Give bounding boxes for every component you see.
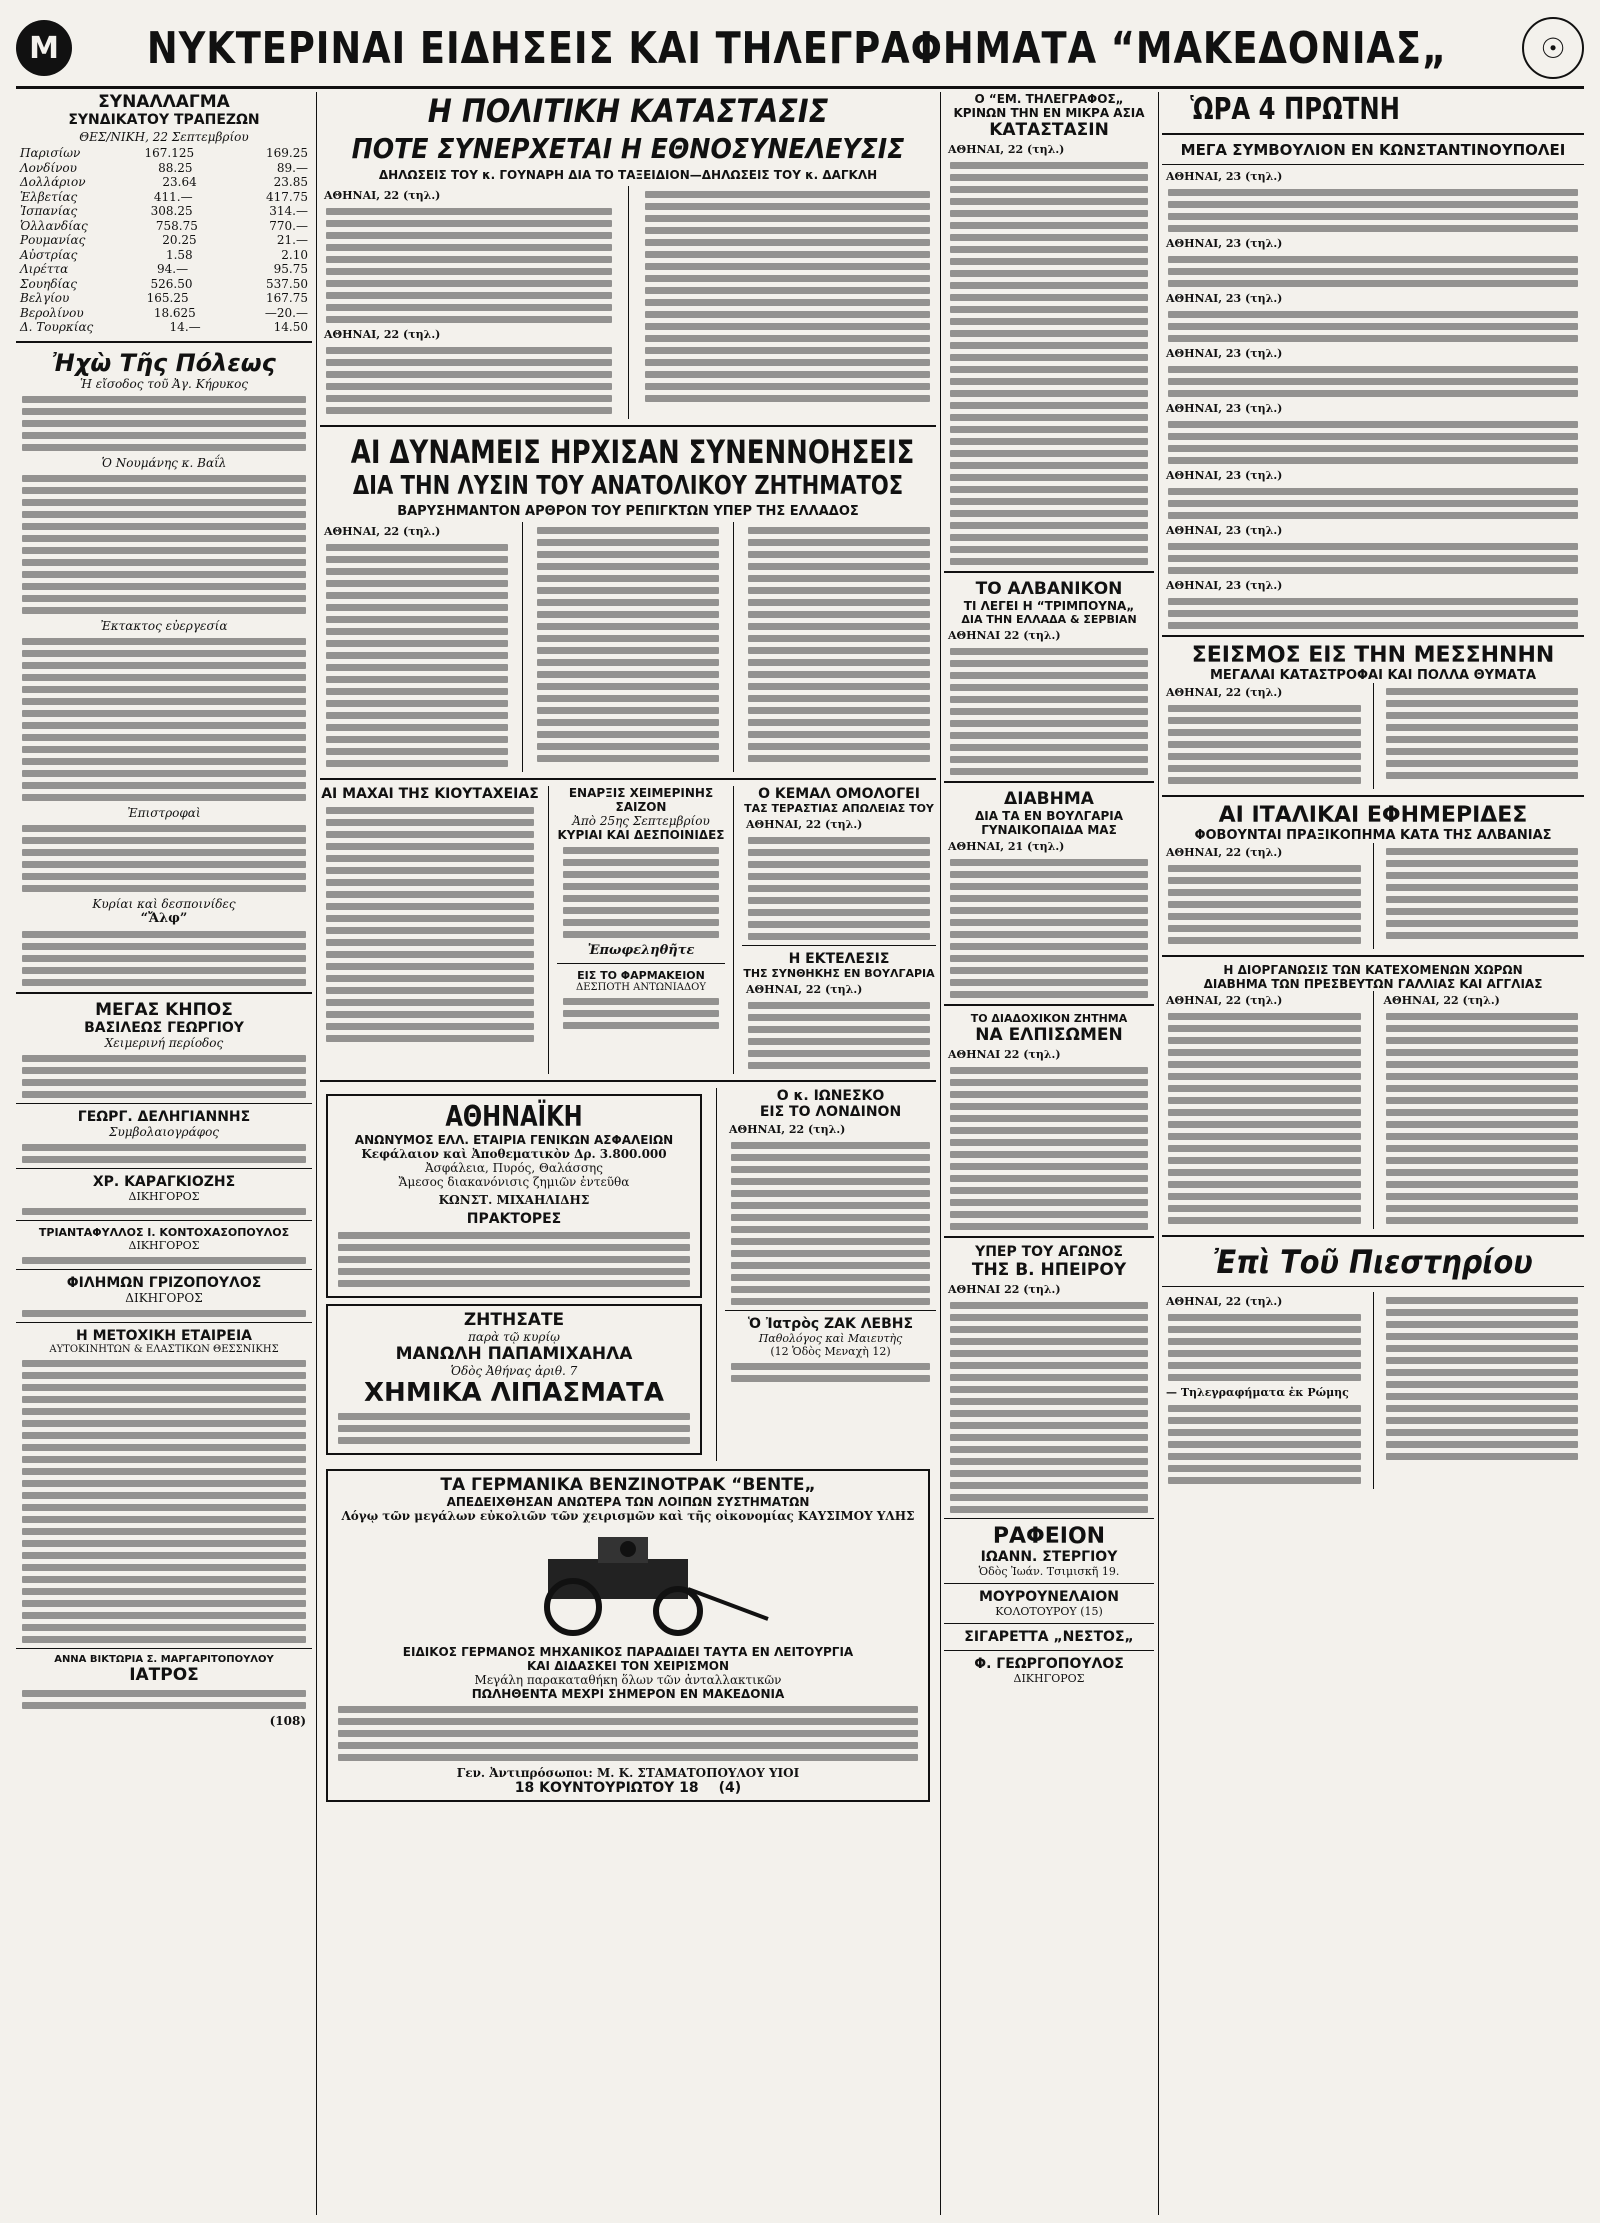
dispatch-item xyxy=(1162,170,1584,232)
occupied-title: Η ΔΙΟΡΓΑΝΩΣΙΣ ΤΩΝ ΚΑΤΕΧΟΜΕΝΩΝ ΧΩΡΩΝ xyxy=(1223,963,1523,977)
article-text xyxy=(950,859,1148,998)
dispatch-lead: ΑΘΗΝΑΙ, 22 (τηλ.) xyxy=(1383,994,1500,1007)
buy-rate: 1.58 xyxy=(165,247,193,262)
lawyer-title: ΔΙΚΗΓΟΡΟΣ xyxy=(125,1290,203,1305)
ad-text xyxy=(22,1690,306,1709)
currency-name: Δ. Τουρκίας xyxy=(20,320,94,334)
fertilizer-ask: ΖΗΤΗΣΑΤΕ xyxy=(463,1310,565,1330)
garden-title: ΜΕΓΑΣ ΚΗΠΟΣ xyxy=(95,999,233,1020)
left-column xyxy=(16,92,312,2215)
italian-title: ΑΙ ΙΤΑΛΙΚΑΙ ΕΦΗΜΕΡΙΔΕΣ xyxy=(1218,803,1528,828)
exchange-title: ΣΥΝΑΛΛΑΓΜΑ xyxy=(98,92,230,112)
sell-rate: —20.— xyxy=(264,305,308,320)
ad-number: (108) xyxy=(269,1713,306,1728)
buy-rate: 167.125 xyxy=(144,146,195,160)
garden-subtitle: ΒΑΣΙΛΕΩΣ ΓΕΩΡΓΙΟΥ xyxy=(84,1019,244,1036)
dispatch-item xyxy=(1162,292,1584,342)
echo-head: Ἡ εἴσοδος τοῦ Ἀγ. Κήρυκος xyxy=(79,376,249,391)
kemal-subtitle: ΤΑΣ ΤΕΡΑΣΤΙΑΣ ΑΠΩΛΕΙΑΣ ΤΟΥ xyxy=(744,802,934,815)
cod-oil-title: ΜΟΥΡΟΥΝΕΛΑΙΟΝ xyxy=(978,1589,1120,1605)
theatre-sub2: ΚΑΤΑΣΤΑΣΙΝ xyxy=(989,120,1109,140)
center-column xyxy=(320,92,936,2215)
succession-title: ΤΟ ΔΙΑΔΟΧΙΚΟΝ ΖΗΤΗΜΑ xyxy=(970,1012,1128,1025)
buy-rate: 165.25 xyxy=(146,291,189,305)
fertilizer-ad xyxy=(326,1304,702,1455)
insurance-agent: ΚΩΝΣΤ. ΜΙΧΑΗΛΙΔΗΣ xyxy=(438,1193,590,1207)
article-text xyxy=(1168,366,1578,397)
exchange-row xyxy=(16,248,312,263)
insurance-ad xyxy=(326,1094,702,1298)
fertilizer-product: ΧΗΜΙΚΑ ΛΙΠΑΣΜΑΤΑ xyxy=(364,1378,664,1408)
buy-rate: 526.50 xyxy=(150,276,193,291)
ad-text xyxy=(731,1363,930,1382)
sell-rate: 89.— xyxy=(276,160,308,175)
article-text xyxy=(950,162,1148,565)
politics-subtitle: ΠΟΤΕ ΣΥΝΕΡΧΕΤΑΙ Η ΕΘΝΟΣΥΝΕΛΕΥΣΙΣ xyxy=(351,132,905,165)
powers-subtitle: ΔΙΑ ΤΗΝ ΛΥΣΙΝ ΤΟΥ ΑΝΑΤΟΛΙΚΟΥ ΖΗΤΗΜΑΤΟΣ xyxy=(352,471,904,501)
doctor-title: ΙΑΤΡΟΣ xyxy=(129,1664,199,1685)
buy-rate: 23.64 xyxy=(162,175,197,189)
dispatch-lead: ΑΘΗΝΑΙ, 23 (τηλ.) xyxy=(1166,469,1283,482)
dispatch-lead: ΑΘΗΝΑΙ 22 (τηλ.) xyxy=(948,1048,1061,1061)
albanian-title: ΤΟ ΑΛΒΑΝΙΚΟΝ xyxy=(975,579,1123,599)
sell-rate: 314.— xyxy=(269,204,308,218)
winter-sub: ΚΥΡΙΑΙ ΚΑΙ ΔΕΣΠΟΙΝΙΔΕΣ xyxy=(557,828,725,842)
sell-rate: 537.50 xyxy=(265,276,308,291)
echo-quote: “Ἄλφ” xyxy=(140,910,188,926)
article-text xyxy=(950,648,1148,775)
article-text xyxy=(1386,688,1579,779)
buy-rate: 14.— xyxy=(169,320,201,334)
article-text xyxy=(1386,848,1579,939)
tractor-title: ΤΑ ΓΕΡΜΑΝΙΚΑ ΒΕΝΖΙΝΟΤΡΑΚ “ΒΕΝΤΕ„ xyxy=(440,1475,816,1495)
ad-text xyxy=(22,1257,306,1264)
exchange-row xyxy=(16,204,312,219)
ionesko-subtitle: ΕΙΣ ΤΟ ΛΟΝΔΙΝΟΝ xyxy=(759,1104,902,1120)
tractor-address: 18 ΚΟΥΝΤΟΥΡΙΩΤΟΥ 18 xyxy=(514,1780,699,1796)
tractor-line: Λόγῳ τῶν μεγάλων εὐκολιῶν τῶν χειρισμῶν καὶ τῆς οἰκονομίας ΚΑΥΣΙΜΟΥ ΥΛΗΣ xyxy=(341,1509,915,1523)
article-text xyxy=(537,527,719,762)
insurance-capital: Κεφάλαιον καὶ Ἀποθεματικὸν Δρ. 3.800.000 xyxy=(361,1147,667,1161)
buy-rate: 411.— xyxy=(153,189,193,204)
albanian-sub1: ΤΙ ΛΕΓΕΙ Η “ΤΡΙΜΠΟΥΝΑ„ xyxy=(963,599,1135,613)
dispatch-lead: ΑΘΗΝΑΙ, 21 (τηλ.) xyxy=(948,840,1065,853)
article-text xyxy=(22,396,306,451)
cigarette-title: ΣΙΓΑΡΕΤΤΑ „ΝΕΣΤΟΣ„ xyxy=(964,1629,1134,1645)
buy-rate: 758.75 xyxy=(155,218,198,233)
kemal-title: Ο ΚΕΜΑΛ ΟΜΟΛΟΓΕΙ xyxy=(758,786,920,802)
execution-title: Η ΕΚΤΕΛΕΣΙΣ xyxy=(788,951,890,967)
currency-name: Ἑλβετίας xyxy=(20,189,78,204)
newspaper-logo-icon: Μ xyxy=(16,20,72,76)
diavima-title: ΔΙΑΒΗΜΑ xyxy=(1004,789,1094,809)
doctor2-title: Ὁ Ἰατρὸς ΖΑΚ ΛΕΒΗΣ xyxy=(747,1316,914,1332)
lawyer-title: Συμβολαιογράφος xyxy=(108,1124,220,1139)
currency-name: Δολλάριον xyxy=(20,175,86,189)
article-text xyxy=(326,544,508,767)
currency-name: Αὐστρίας xyxy=(20,247,78,262)
dispatch-lead: ΑΘΗΝΑΙ, 23 (τηλ.) xyxy=(1166,524,1283,537)
tractor-subtitle: ΑΠΕΔΕΙΧΘΗΣΑΝ ΑΝΩΤΕΡΑ ΤΩΝ ΛΟΙΠΩΝ ΣΥΣΤΗΜΑΤΩΝ xyxy=(446,1495,810,1509)
lawyer-name: ΤΡΙΑΝΤΑΦΥΛΛΟΣ Ι. ΚΟΝΤΟΧΑΣΟΠΟΥΛΟΣ xyxy=(38,1225,290,1239)
lawyer-name: ΧΡ. ΚΑΡΑΓΚΙΟΖΗΣ xyxy=(92,1173,236,1190)
lawyer-name: ΓΕΩΡΓ. ΔΕΛΗΓΙΑΝΝΗΣ xyxy=(77,1108,251,1125)
execution-subtitle: ΤΗΣ ΣΥΝΘΗΚΗΣ ΕΝ ΒΟΥΛΓΑΡΙΑ xyxy=(743,967,935,980)
echo-head: Ἐπιστροφαὶ xyxy=(127,805,201,820)
exchange-row xyxy=(16,320,312,335)
article-text xyxy=(326,807,534,1042)
sell-rate: 167.75 xyxy=(265,291,308,305)
ad-text xyxy=(563,998,719,1029)
ad-text xyxy=(22,1310,306,1317)
epirus-subtitle: ΤΗΣ Β. ΗΠΕΙΡΟΥ xyxy=(971,1260,1127,1280)
tractor-agent: Γεν. Ἀντιπρόσωποι: Μ. Κ. ΣΤΑΜΑΤΟΠΟΥΛΟΥ ΥΙΟΙ xyxy=(456,1766,800,1780)
fertilizer-name: ΜΑΝΩΛΗ ΠΑΠΑΜΙΧΑΗΛΑ xyxy=(395,1344,633,1364)
article-text xyxy=(748,837,930,940)
echo-head: Κυρίαι καὶ δεσποινίδες xyxy=(92,896,236,911)
dispatch-lead: ΑΘΗΝΑΙ, 22 (τηλ.) xyxy=(1166,846,1283,859)
sell-rate: 417.75 xyxy=(266,189,308,204)
article-text xyxy=(950,1302,1148,1513)
lawyer-name: Φ. ΓΕΩΡΓΟΠΟΥΛΟΣ xyxy=(974,1656,1124,1672)
currency-name: Λιρέττα xyxy=(20,262,69,276)
sell-rate: 21.— xyxy=(276,233,308,247)
exchange-row xyxy=(16,306,312,321)
echo-head: Ἐκτακτος εὐεργεσία xyxy=(100,618,228,633)
exchange-row xyxy=(16,262,312,277)
lawyer-title: ΔΙΚΗΓΟΡΟΣ xyxy=(1013,1672,1085,1685)
albanian-sub2: ΔΙΑ ΤΗΝ ΕΛΛΑΔΑ & ΣΕΡΒΙΑΝ xyxy=(961,613,1137,626)
dispatch-list xyxy=(1162,170,1584,629)
winter-date: Ἀπὸ 25ης Σεπτεμβρίου xyxy=(572,814,710,828)
fertilizer-address: Ὁδὸς Ἀθήνας ἀριθ. 7 xyxy=(450,1364,578,1378)
buy-rate: 18.625 xyxy=(153,305,196,320)
currency-name: Παρισίων xyxy=(20,146,81,160)
article-text xyxy=(1168,543,1578,574)
exchange-row xyxy=(16,190,312,205)
article-text xyxy=(1168,1013,1361,1224)
article-text xyxy=(1168,189,1578,232)
echo-title: Ἠχὼ Τῆς Πόλεως xyxy=(52,348,276,377)
politics-title: Η ΠΟΛΙΤΙΚΗ ΚΑΤΑΣΤΑΣΙΣ xyxy=(427,92,829,130)
quake-subtitle: ΜΕΓΑΛΑΙ ΚΑΤΑΣΤΡΟΦΑΙ ΚΑΙ ΠΟΛΛΑ ΘΥΜΑΤΑ xyxy=(1209,668,1537,683)
currency-name: Βελγίου xyxy=(20,291,70,305)
italian-subtitle: ΦΟΒΟΥΝΤΑΙ ΠΡΑΞΙΚΟΠΗΜΑ ΚΑΤΑ ΤΗΣ ΑΛΒΑΝΙΑΣ xyxy=(1194,828,1552,843)
tractor-s2: ΚΑΙ ΔΙΔΑΣΚΕΙ ΤΟΝ ΧΕΙΡΙΣΜΟΝ xyxy=(526,1659,730,1673)
kiutahia-title: ΑΙ ΜΑΧΑΙ ΤΗΣ ΚΙΟΥΤΑΧΕΙΑΣ xyxy=(321,786,539,802)
diavima-sub1: ΔΙΑ ΤΑ ΕΝ ΒΟΥΛΓΑΡΙΑ xyxy=(974,809,1124,823)
ad-text xyxy=(338,1413,690,1444)
article-text xyxy=(1168,488,1578,519)
occupied-subtitle: ΔΙΑΒΗΜΑ ΤΩΝ ΠΡΕΣΒΕΥΤΩΝ ΓΑΛΛΙΑΣ ΚΑΙ ΑΓΓΛΙΑΣ xyxy=(1203,977,1543,991)
article-text xyxy=(1168,865,1361,944)
powers-title: ΑΙ ΔΥΝΑΜΕΙΣ ΗΡΧΙΣΑΝ ΣΥΝΕΝΝΟΗΣΕΙΣ xyxy=(350,433,915,471)
article-text xyxy=(1168,1405,1361,1484)
lawyer-name: ΦΙΛΗΜΩΝ ΓΡΙΖΟΠΟΥΛΟΣ xyxy=(66,1274,262,1291)
dispatch-lead: — Τηλεγραφήματα ἐκ Ρώμης xyxy=(1166,1386,1349,1399)
buy-rate: 88.25 xyxy=(158,160,193,175)
article-text xyxy=(1386,1013,1579,1224)
dispatch-item xyxy=(1162,402,1584,464)
dispatch-item xyxy=(1162,469,1584,519)
article-text xyxy=(326,347,612,414)
article-text xyxy=(1168,1314,1361,1381)
tailor-name: ΙΩΑΝΝ. ΣΤΕΡΓΙΟΥ xyxy=(980,1549,1118,1565)
quake-title: ΣΕΙΣΜΟΣ ΕΙΣ ΤΗΝ ΜΕΣΣΗΝΗΝ xyxy=(1191,643,1555,668)
press-title: Ἐπὶ Τοῦ Πιεστηρίου xyxy=(1213,1243,1533,1281)
tractor-ad xyxy=(326,1469,930,1802)
sell-rate: 23.85 xyxy=(273,175,308,189)
lawyer-title: ΔΙΚΗΓΟΡΟΣ xyxy=(128,1189,200,1203)
currency-name: Ὁλλανδίας xyxy=(20,218,88,233)
column-rule xyxy=(940,92,941,2215)
tractor-s1: ΕΙΔΙΚΟΣ ΓΕΡΜΑΝΟΣ ΜΗΧΑΝΙΚΟΣ ΠΑΡΑΔΙΔΕΙ ΤΑΥΤΑ ΕΝ ΛΕΙΤΟΥΡΓΙΑ xyxy=(402,1645,854,1659)
dispatch-lead: ΑΘΗΝΑΙ, 22 (τηλ.) xyxy=(1166,686,1283,699)
right-column xyxy=(1162,92,1584,2215)
currency-name: Ἰσπανίας xyxy=(20,204,78,218)
article-text xyxy=(22,475,306,614)
dispatch-lead: ΑΘΗΝΑΙ, 23 (τηλ.) xyxy=(1166,402,1283,415)
column-rule xyxy=(316,92,317,2215)
doctor2-address: (12 Ὁδὸς Μεναχὴ 12) xyxy=(770,1345,891,1358)
article-text xyxy=(1168,256,1578,287)
ad-text xyxy=(22,1360,306,1643)
doctor2-line: Παθολόγος καὶ Μαιευτὴς xyxy=(758,1332,903,1345)
masthead xyxy=(16,10,1584,89)
echo-head: Ὁ Νουμάνης κ. Βαΐλ xyxy=(101,455,227,470)
sell-rate: 95.75 xyxy=(273,262,308,276)
third-column xyxy=(944,92,1154,2215)
article-text xyxy=(1168,598,1578,629)
exchange-subtitle: ΣΥΝΔΙΚΑΤΟΥ ΤΡΑΠΕΖΩΝ xyxy=(68,112,260,128)
dispatch-item xyxy=(1162,347,1584,397)
ad-text xyxy=(22,1055,306,1098)
ad-text xyxy=(22,1144,306,1163)
ad-text xyxy=(563,847,719,938)
dispatch-lead: ΑΘΗΝΑΙ, 22 (τηλ.) xyxy=(746,818,863,831)
tailor-title: ΡΑΦΕΙΟΝ xyxy=(992,1524,1106,1549)
insurance-note: Ἄμεσος διακανόνισις ζημιῶν ἐντεῦθα xyxy=(398,1175,630,1189)
article-text xyxy=(22,825,306,892)
article-text xyxy=(1168,421,1578,464)
exchange-row xyxy=(16,161,312,176)
article-text xyxy=(22,638,306,801)
buy-rate: 94.— xyxy=(157,262,189,276)
dispatch-lead: ΑΘΗΝΑΙ, 22 (τηλ.) xyxy=(729,1123,846,1136)
succession-subtitle: ΝΑ ΕΛΠΙΣΩΜΕΝ xyxy=(975,1025,1123,1045)
dispatch-lead: ΑΘΗΝΑΙ, 22 (τηλ.) xyxy=(324,525,441,538)
sell-rate: 169.25 xyxy=(266,146,308,160)
buy-rate: 20.25 xyxy=(162,233,197,247)
dispatch-lead: ΑΘΗΝΑΙ, 22 (τηλ.) xyxy=(948,143,1065,156)
exchange-row xyxy=(16,146,312,161)
currency-name: Ρουμανίας xyxy=(20,233,86,247)
tailor-address: Ὁδὸς Ἰωάν. Τσιμισκῆ 19. xyxy=(978,1565,1120,1578)
currency-name: Βερολίνου xyxy=(20,305,84,320)
exchange-date: ΘΕΣ/ΝΙΚΗ, 22 Σεπτεμβρίου xyxy=(79,130,249,144)
agents-title: ΠΡΑΚΤΟΡΕΣ xyxy=(466,1211,562,1227)
article-text xyxy=(326,208,612,323)
exchange-table xyxy=(16,146,312,335)
ad-text xyxy=(338,1232,690,1287)
buy-rate: 308.25 xyxy=(150,204,193,218)
politics-deck: ΔΗΛΩΣΕΙΣ ΤΟΥ κ. ΓΟΥΝΑΡΗ ΔΙΑ ΤΟ ΤΑΞΕΙΔΙΟΝ—ΔΗΛΩΣΕΙΣ ΤΟΥ κ. ΔΑΓΚΛΗ xyxy=(378,168,878,182)
ad-number: (4) xyxy=(718,1780,742,1796)
sell-rate: 14.50 xyxy=(273,320,308,334)
dispatch-item xyxy=(1162,524,1584,574)
dispatch-lead: ΑΘΗΝΑΙ, 22 (τηλ.) xyxy=(1166,1295,1283,1308)
company-title: Η ΜΕΤΟΧΙΚΗ ΕΤΑΙΡΕΙΑ xyxy=(75,1327,252,1344)
exchange-row xyxy=(16,219,312,234)
insurance-title: ΑΘΗΝΑΪΚΗ xyxy=(445,1100,583,1133)
masthead-title: ΝΥΚΤΕΡΙΝΑΙ ΕΙΔΗΣΕΙΣ ΚΑΙ ΤΗΛΕΓΡΑΦΗΜΑΤΑ “ΜΑΚΕΔΟΝΙΑΣ„ xyxy=(146,22,1448,74)
dispatch-lead: ΑΘΗΝΑΙ 22 (τηλ.) xyxy=(948,629,1061,642)
article-text xyxy=(950,1067,1148,1230)
pharmacy-name: ΔΕΣΠΟΤΗ ΑΝΤΩΝΙΑΔΟΥ xyxy=(576,982,706,993)
lawyer-title: ΔΙΚΗΓΟΡΟΣ xyxy=(128,1238,200,1252)
epirus-title: ΥΠΕΡ ΤΟΥ ΑΓΩΝΟΣ xyxy=(975,1244,1123,1260)
ionesko-title: Ο κ. ΙΩΝΕΣΚΟ xyxy=(776,1088,885,1104)
emblem-icon: ☉ xyxy=(1522,17,1584,79)
dispatch-lead: ΑΘΗΝΑΙ, 22 (τηλ.) xyxy=(746,983,863,996)
fertilizer-from: παρὰ τῷ κυρίῳ xyxy=(468,1330,560,1344)
currency-name: Λονδίνου xyxy=(20,160,77,175)
article-text xyxy=(645,191,931,402)
theatre-title: Ο “ΕΜ. ΤΗΛΕΓΡΑΦΟΣ„ xyxy=(974,92,1124,106)
dispatch-lead: ΑΘΗΝΑΙ, 23 (τηλ.) xyxy=(1166,292,1283,305)
exchange-row xyxy=(16,233,312,248)
dispatch-lead: ΑΘΗΝΑΙ 22 (τηλ.) xyxy=(948,1283,1061,1296)
column-rule xyxy=(1158,92,1159,2215)
dispatch-lead: ΑΘΗΝΑΙ, 23 (τηλ.) xyxy=(1166,579,1283,592)
winter-sign: Ἐπωφεληθῆτε xyxy=(587,943,695,958)
hour-title: ὩΡΑ 4 ΠΡΩΤΝΗ xyxy=(1190,92,1400,127)
insurance-subtitle: ΑΝΩΝΥΜΟΣ ΕΛΛ. ΕΤΑΙΡΙΑ ΓΕΝΙΚΩΝ ΑΣΦΑΛΕΙΩΝ xyxy=(354,1133,674,1147)
powers-deck: ΒΑΡΥΣΗΜΑΝΤΟΝ ΑΡΘΡΟΝ ΤΟΥ ΡΕΠΙΓΚΤΩΝ ΥΠΕΡ ΤΗΣ ΕΛΛΑΔΟΣ xyxy=(397,504,859,519)
dispatch-lead: ΑΘΗΝΑΙ, 23 (τηλ.) xyxy=(1166,347,1283,360)
dispatch-lead: ΑΘΗΝΑΙ, 22 (τηλ.) xyxy=(324,328,441,341)
sell-rate: 770.— xyxy=(269,218,308,233)
pharmacy-title: ΕΙΣ ΤΟ ΦΑΡΜΑΚΕΙΟΝ xyxy=(577,969,705,982)
dispatch-item xyxy=(1162,237,1584,287)
article-text xyxy=(1168,311,1578,342)
diavima-sub2: ΓΥΝΑΙΚΟΠΑΙΔΑ ΜΑΣ xyxy=(981,823,1117,837)
currency-name: Σουηδίας xyxy=(20,276,77,291)
exchange-row xyxy=(16,277,312,292)
article-text xyxy=(748,527,930,762)
ad-text xyxy=(338,1706,918,1761)
ad-text xyxy=(22,1208,306,1215)
article-text xyxy=(22,931,306,986)
dispatch-lead: ΑΘΗΝΑΙ, 23 (τηλ.) xyxy=(1166,237,1283,250)
article-text xyxy=(748,1002,930,1069)
article-text xyxy=(1386,1297,1579,1460)
council-title: ΜΕΓΑ ΣΥΜΒΟΥΛΙΟΝ ΕΝ ΚΩΝΣΤΑΝΤΙΝΟΥΠΟΛΕΙ xyxy=(1180,141,1566,159)
winter-title: ΕΝΑΡΞΙΣ ΧΕΙΜΕΡΙΝΗΣ ΣΑΙΖΟΝ xyxy=(568,786,714,814)
tractor-s4: ΠΩΛΗΘΕΝΤΑ ΜΕΧΡΙ ΣΗΜΕΡΟΝ ΕΝ ΜΑΚΕΔΟΝΙΑ xyxy=(471,1687,785,1701)
dispatch-item xyxy=(1162,579,1584,629)
dispatch-lead: ΑΘΗΝΑΙ, 22 (τηλ.) xyxy=(1166,994,1283,1007)
exchange-row xyxy=(16,291,312,306)
tractor-s3: Μεγάλη παρακαταθήκη ὅλων τῶν ἀνταλλακτικῶν xyxy=(474,1673,782,1687)
theatre-subtitle: ΚΡΙΝΩΝ ΤΗΝ ΕΝ ΜΙΚΡΑ ΑΣΙΑ xyxy=(953,106,1145,120)
article-text xyxy=(731,1142,930,1305)
insurance-types: Ἀσφάλεια, Πυρός, Θαλάσσης xyxy=(425,1161,603,1175)
sell-rate: 2.10 xyxy=(281,247,308,262)
doctor-name: ΑΝΝΑ ΒΙΚΤΩΡΙΑ Σ. ΜΑΡΓΑΡΙΤΟΠΟΥΛΟΥ xyxy=(54,1653,274,1665)
company-subtitle: ΑΥΤΟΚΙΝΗΤΩΝ & ΕΛΑΣΤΙΚΩΝ ΘΕΣΣΝΙΚΗΣ xyxy=(49,1343,279,1355)
garden-note: Χειμερινή περίοδος xyxy=(104,1035,224,1050)
exchange-row xyxy=(16,175,312,190)
cod-oil-line: ΚΟΛΟΤΟΥΡΟΥ (15) xyxy=(995,1605,1103,1618)
dispatch-lead: ΑΘΗΝΑΙ, 22 (τηλ.) xyxy=(324,189,441,202)
article-text xyxy=(1168,705,1361,784)
dispatch-lead: ΑΘΗΝΑΙ, 23 (τηλ.) xyxy=(1166,170,1283,183)
tractor-illustration xyxy=(478,1529,778,1639)
